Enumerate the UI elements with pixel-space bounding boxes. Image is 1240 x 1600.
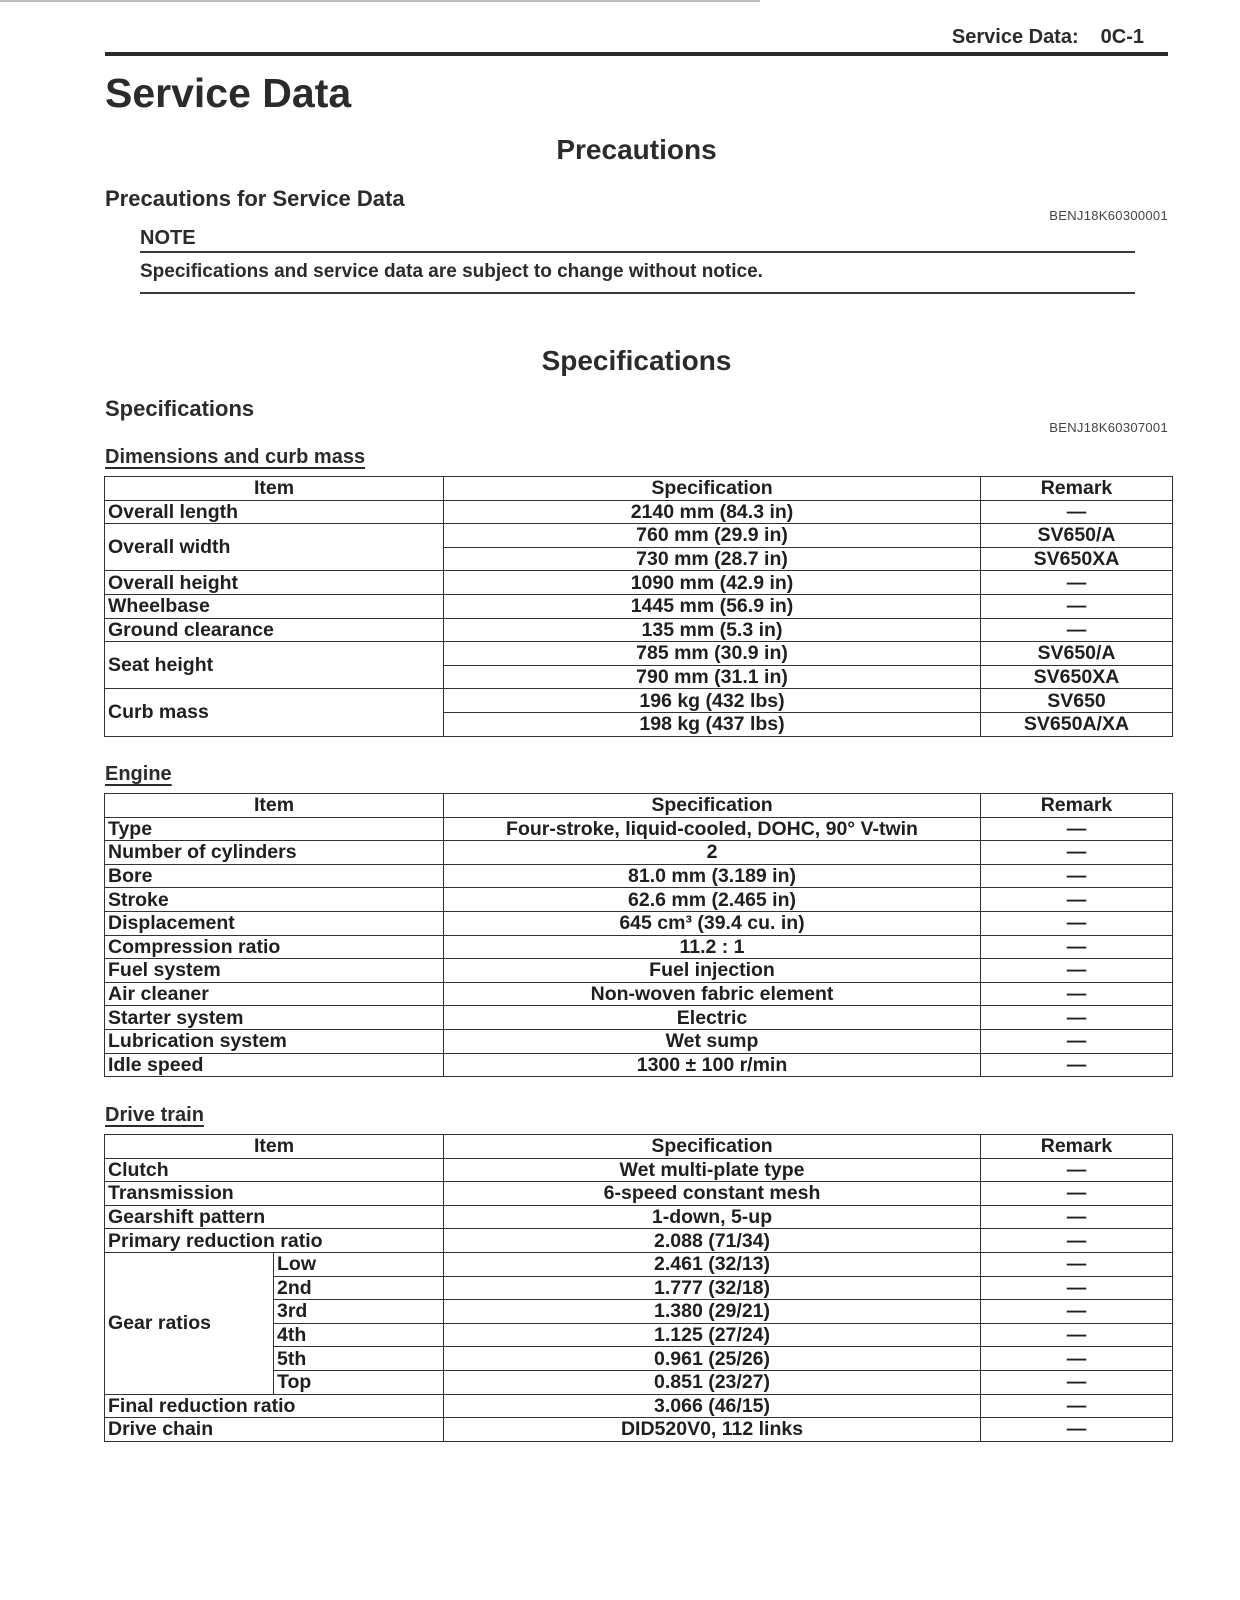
drive-train-table [104, 1134, 1173, 1442]
specification-cell: 2.461 (32/13) [444, 1252, 981, 1276]
remark-cell: — [981, 911, 1173, 935]
specification-cell: 81.0 mm (3.189 in) [444, 864, 981, 888]
specification-cell: 11.2 : 1 [444, 935, 981, 959]
item-cell: Compression ratio [105, 935, 444, 959]
specification-cell: 3.066 (46/15) [444, 1394, 981, 1418]
column-header-specification: Specification [444, 794, 981, 818]
remark-cell: — [981, 817, 1173, 841]
specification-cell: 62.6 mm (2.465 in) [444, 888, 981, 912]
column-header-remark: Remark [981, 794, 1173, 818]
specification-cell: 2140 mm (84.3 in) [444, 500, 981, 524]
table-row [105, 841, 1173, 865]
item-cell: Seat height [105, 642, 444, 689]
item-cell: Stroke [105, 888, 444, 912]
item-cell: Wheelbase [105, 594, 444, 618]
remark-cell: SV650XA [981, 547, 1173, 571]
table-row [105, 1182, 1173, 1206]
remark-cell: — [981, 935, 1173, 959]
precautions-heading: Precautions [556, 134, 717, 165]
dimensions-caption: Dimensions and curb mass [105, 446, 366, 468]
remark-cell: — [981, 982, 1173, 1006]
specification-cell: 1090 mm (42.9 in) [444, 571, 981, 595]
specification-cell: 0.851 (23/27) [444, 1370, 981, 1394]
note-label: NOTE [140, 227, 196, 249]
drive-train-caption: Drive train [105, 1104, 204, 1126]
remark-cell: SV650/A [981, 524, 1173, 548]
remark-cell: — [981, 1053, 1173, 1077]
remark-cell: — [981, 1252, 1173, 1276]
table-row [105, 1252, 1173, 1276]
specification-cell: 1-down, 5-up [444, 1205, 981, 1229]
table-row [105, 1394, 1173, 1418]
specifications-heading: Specifications [541, 345, 732, 376]
item-cell: Transmission [105, 1182, 444, 1206]
remark-cell: — [981, 1029, 1173, 1053]
specification-cell: DID520V0, 112 links [444, 1418, 981, 1442]
specification-cell: Wet sump [444, 1029, 981, 1053]
gear-name-cell: Top [274, 1370, 444, 1394]
remark-cell: — [981, 571, 1173, 595]
remark-cell: — [981, 1300, 1173, 1324]
remark-cell: — [981, 841, 1173, 865]
item-cell: Starter system [105, 1006, 444, 1030]
item-cell: Idle speed [105, 1053, 444, 1077]
table-row [105, 1205, 1173, 1229]
table-row [105, 982, 1173, 1006]
specification-cell: 1.380 (29/21) [444, 1300, 981, 1324]
table-row [105, 689, 1173, 713]
table-row [105, 1418, 1173, 1442]
item-cell: Ground clearance [105, 618, 444, 642]
item-cell: Overall length [105, 500, 444, 524]
engine-caption: Engine [105, 763, 172, 785]
remark-cell: — [981, 1006, 1173, 1030]
table-header-row [105, 1135, 1173, 1159]
table-row [105, 618, 1173, 642]
remark-cell: SV650 [981, 689, 1173, 713]
table-row [105, 1029, 1173, 1053]
table-header-row [105, 477, 1173, 501]
specification-cell: 198 kg (437 lbs) [444, 712, 981, 736]
item-cell: Overall height [105, 571, 444, 595]
specification-cell: 2 [444, 841, 981, 865]
specification-cell: Non-woven fabric element [444, 982, 981, 1006]
column-header-specification: Specification [444, 477, 981, 501]
remark-cell: SV650/A [981, 642, 1173, 666]
remark-cell: — [981, 1323, 1173, 1347]
precautions-subheading: Precautions for Service Data [105, 186, 405, 211]
table-row [105, 571, 1173, 595]
remark-cell: — [981, 1229, 1173, 1253]
remark-cell: — [981, 959, 1173, 983]
table-row [105, 864, 1173, 888]
table-header-row [105, 794, 1173, 818]
dimensions-table [104, 476, 1173, 737]
remark-cell: SV650XA [981, 665, 1173, 689]
item-cell: Overall width [105, 524, 444, 571]
specification-cell: 730 mm (28.7 in) [444, 547, 981, 571]
item-cell: Final reduction ratio [105, 1394, 444, 1418]
specification-cell: Wet multi-plate type [444, 1158, 981, 1182]
gear-name-cell: 5th [274, 1347, 444, 1371]
table-row [105, 1229, 1173, 1253]
column-header-remark: Remark [981, 477, 1173, 501]
item-cell: Clutch [105, 1158, 444, 1182]
specification-cell: 196 kg (432 lbs) [444, 689, 981, 713]
remark-cell: — [981, 888, 1173, 912]
engine-table [104, 793, 1173, 1077]
item-cell: Bore [105, 864, 444, 888]
remark-cell: — [981, 864, 1173, 888]
table-row [105, 1006, 1173, 1030]
specification-cell: 760 mm (29.9 in) [444, 524, 981, 548]
item-cell: Type [105, 817, 444, 841]
specification-cell: 645 cm³ (39.4 cu. in) [444, 911, 981, 935]
remark-cell: — [981, 1276, 1173, 1300]
specification-cell: 0.961 (25/26) [444, 1347, 981, 1371]
scan-edge-line [0, 0, 760, 2]
item-cell: Displacement [105, 911, 444, 935]
item-cell: Drive chain [105, 1418, 444, 1442]
item-cell: Number of cylinders [105, 841, 444, 865]
remark-cell: — [981, 1158, 1173, 1182]
specification-cell: 785 mm (30.9 in) [444, 642, 981, 666]
specification-cell: 1300 ± 100 r/min [444, 1053, 981, 1077]
table-row [105, 935, 1173, 959]
table-row [105, 888, 1173, 912]
column-header-remark: Remark [981, 1135, 1173, 1159]
remark-cell: — [981, 1394, 1173, 1418]
specifications-ref-code: BENJ18K60307001 [1049, 420, 1168, 435]
gear-ratios-label: Gear ratios [105, 1252, 274, 1394]
note-text: Specifications and service data are subject to change without notice. [140, 261, 763, 282]
remark-cell: — [981, 1347, 1173, 1371]
remark-cell: — [981, 1182, 1173, 1206]
item-cell: Fuel system [105, 959, 444, 983]
table-row [105, 911, 1173, 935]
table-row [105, 1158, 1173, 1182]
specification-cell: 790 mm (31.1 in) [444, 665, 981, 689]
remark-cell: — [981, 1205, 1173, 1229]
remark-cell: — [981, 1418, 1173, 1442]
remark-cell: — [981, 594, 1173, 618]
specifications-subheading: Specifications [105, 396, 255, 421]
remark-cell: SV650A/XA [981, 712, 1173, 736]
column-header-item: Item [105, 477, 444, 501]
note-bottom-rule [140, 292, 1135, 294]
table-row [105, 817, 1173, 841]
gear-name-cell: Low [274, 1252, 444, 1276]
column-header-item: Item [105, 794, 444, 818]
specification-cell: 6-speed constant mesh [444, 1182, 981, 1206]
running-header [952, 26, 1144, 49]
item-cell: Primary reduction ratio [105, 1229, 444, 1253]
gear-name-cell: 3rd [274, 1300, 444, 1324]
remark-cell: — [981, 1370, 1173, 1394]
item-cell: Air cleaner [105, 982, 444, 1006]
specification-cell: 1.777 (32/18) [444, 1276, 981, 1300]
column-header-item: Item [105, 1135, 444, 1159]
specification-cell: Electric [444, 1006, 981, 1030]
remark-cell: — [981, 500, 1173, 524]
table-row [105, 642, 1173, 666]
item-cell: Gearshift pattern [105, 1205, 444, 1229]
table-row [105, 1053, 1173, 1077]
specification-cell: 2.088 (71/34) [444, 1229, 981, 1253]
table-row [105, 500, 1173, 524]
table-row [105, 524, 1173, 548]
item-cell: Curb mass [105, 689, 444, 736]
note-top-rule [140, 251, 1135, 253]
page-title: Service Data [105, 70, 352, 116]
precautions-ref-code: BENJ18K60300001 [1049, 208, 1168, 223]
specification-cell: 1.125 (27/24) [444, 1323, 981, 1347]
item-cell: Lubrication system [105, 1029, 444, 1053]
table-row [105, 594, 1173, 618]
column-header-specification: Specification [444, 1135, 981, 1159]
gear-name-cell: 2nd [274, 1276, 444, 1300]
specification-cell: 135 mm (5.3 in) [444, 618, 981, 642]
remark-cell: — [981, 618, 1173, 642]
table-row [105, 959, 1173, 983]
specification-cell: Fuel injection [444, 959, 981, 983]
page-number: 0C-1 [1100, 26, 1144, 48]
specification-cell: 1445 mm (56.9 in) [444, 594, 981, 618]
running-header-section: Service Data: [951, 26, 1079, 48]
gear-name-cell: 4th [274, 1323, 444, 1347]
header-rule [105, 52, 1168, 56]
specification-cell: Four-stroke, liquid-cooled, DOHC, 90° V-twin [444, 817, 981, 841]
